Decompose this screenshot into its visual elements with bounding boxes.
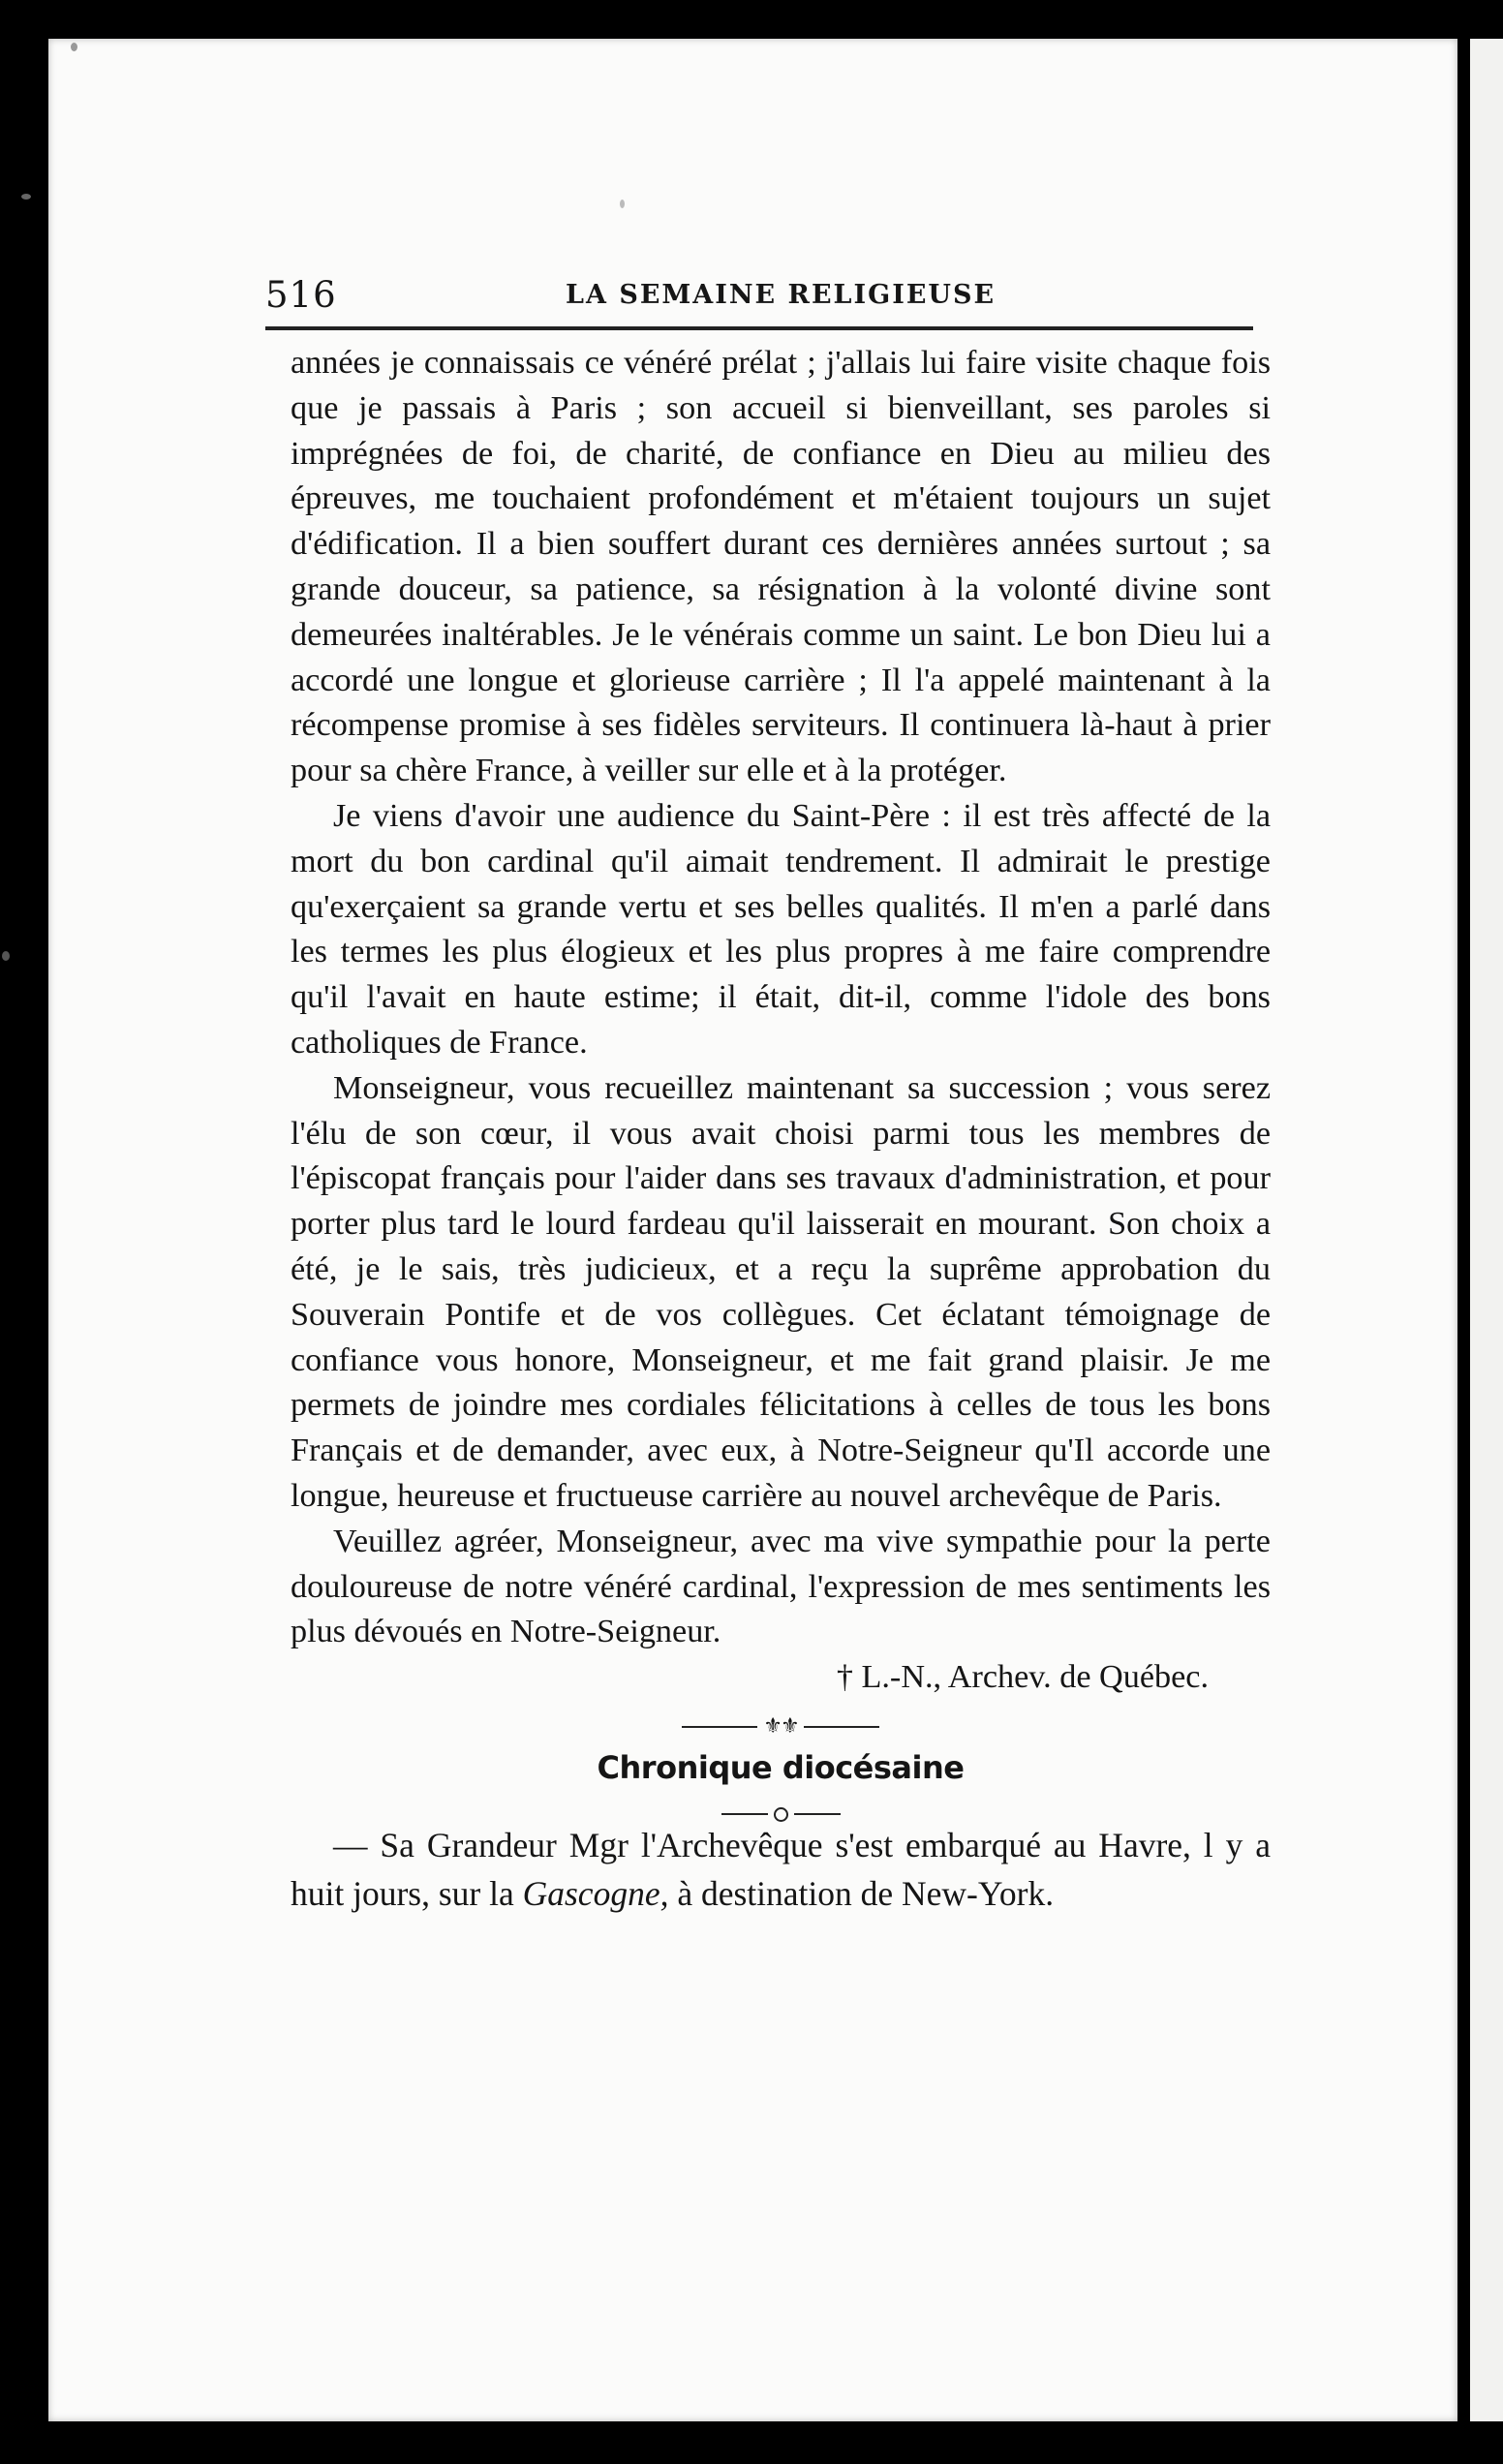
adjacent-page-edge bbox=[1470, 39, 1503, 2421]
section-title: Chronique diocésaine bbox=[597, 1748, 965, 1786]
letter-paragraph-2: Je viens d'avoir une audience du Saint-Père : il est très affecté de la mort du bon cardinal qu'il aimait tendrement. Il admirait le prestige qu'exerçaient sa grande vertu et ses belles qualités. Il m'en a parlé dans les termes les plus élogieux et les plus propres à me faire comprendre qu'il l'avait en haute estime; il était, dit-il, comme l'idole des bons catholiques de France. bbox=[291, 797, 1271, 1061]
running-head bbox=[265, 274, 1253, 323]
running-title: LA SEMAINE RELIGIEUSE bbox=[566, 280, 997, 310]
page-body bbox=[291, 341, 1271, 1918]
letter-paragraph-3: Monseigneur, vous recueillez maintenant sa succession ; vous serez l'élu de son cœur, il vous avait choisi parmi tous les membres de l'épiscopat français pour l'aider dans ses travaux d'administration, et pour porter plus tard le lourd fardeau qu'il laisserait en mourant. Son choix a été, je le sais, très judicieux, et a reçu la suprême approbation du Souverain Pontife et de vos collègues. Cet éclatant témoignage de confiance vous honore, Monseigneur, et me fait grand plaisir. Je me permets de joindre mes cordiales félicitations à celles de tous les bons Français et de demander, avec eux, à Notre-Seigneur qu'Il accorde une longue, heureuse et fructueuse carrière au nouvel archevêque de Paris. bbox=[291, 1069, 1271, 1514]
header-rule bbox=[265, 326, 1253, 330]
letter-signature: † L.-N., Archev. de Québec. bbox=[836, 1659, 1209, 1696]
letter-paragraph-4: Veuillez agréer, Monseigneur, avec ma vive sympathie pour la perte douloureuse de notre vénéré cardinal, l'expression de mes sentiments les plus dévoués en Notre-Seigneur. bbox=[291, 1523, 1271, 1650]
page-number: 516 bbox=[265, 274, 337, 316]
section-divider bbox=[291, 1790, 1271, 1821]
section-ornament bbox=[291, 1703, 1271, 1741]
chronicle-text-start: — Sa Grandeur Mgr l'Archevêque s'est embarqué au Havre, l y a huit jours, sur la bbox=[291, 1825, 1271, 1913]
ship-name: Gascogne, bbox=[522, 1873, 669, 1913]
letter-paragraph-1: années je connaissais ce vénéré prélat ; j'allais lui faire visite chaque fois que je passais à Paris ; son accueil si bienveillant, ses paroles si imprégnées de foi, de charité, de confiance en Dieu au milieu des épreuves, me touchaient profondément et m'étaient toujours un sujet d'édification. Il a bien souffert durant ces dernières années surtout ; sa grande douceur, sa patience, sa résignation à la volonté divine sont demeurées inaltérables. Je le vénérais comme un saint. Le bon Dieu lui a accordé une longue et glorieuse carrière ; Il l'a appelé maintenant à la récompense promise à ses fidèles serviteurs. Il continuera là-haut à prier pour sa chère France, à veiller sur elle et à la protéger. bbox=[291, 345, 1271, 789]
chronicle-paragraph bbox=[291, 1821, 1271, 1918]
chronicle-text-end: à destination de New-York. bbox=[668, 1873, 1055, 1913]
circle-icon bbox=[774, 1807, 788, 1822]
ornament-icon: ⚜⚜ bbox=[763, 1713, 798, 1739]
